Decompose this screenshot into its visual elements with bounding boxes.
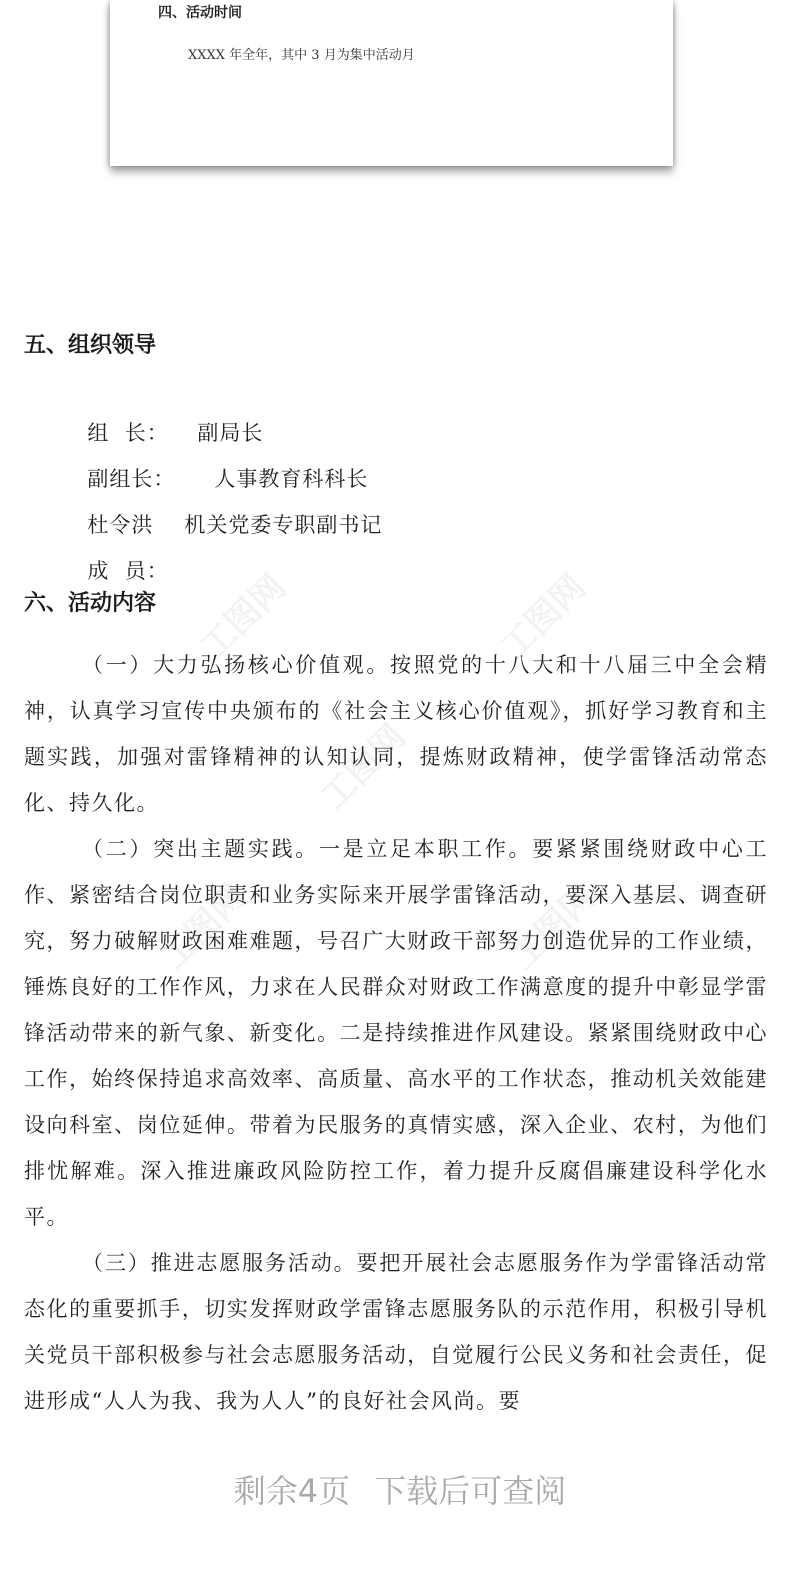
activity-paragraph-2: （二）突出主题实践。一是立足本职工作。要紧紧围绕财政中心工作、紧密结合岗位职责和业务实际来开展学雷锋活动，要深入基层、调查研究，努力破解财政困难难题，号召广大财政干部努力创造优异的工作业绩，锤炼良好的工作作风，力求在人民群众对财政工作满意度的提升中彰显学雷锋活动带来的新气象、新变化。二是持续推进作风建设。紧紧围绕财政中心工作，始终保持追求高效率、高质量、高水平的工作状态，推动机关效能建设向科室、岗位延伸。带着为民服务的真情实感，深入企业、农村，为他们排忧解难。深入推进廉政风险防控工作，着力提升反腐倡廉建设科学化水平。 <box>24 837 768 1229</box>
preview-heading: 四、活动时间 <box>158 5 242 21</box>
watermark: 工图网 <box>503 876 604 978</box>
watermark: 工图网 <box>193 566 294 668</box>
leader-row <box>72 531 169 585</box>
section-title-activities: 六、活动内容 <box>24 591 157 616</box>
watermark: 工图网 <box>153 876 254 978</box>
watermark: 工图网 <box>313 716 414 818</box>
watermark: 工图网 <box>493 566 594 668</box>
previous-page-preview <box>110 0 673 166</box>
activity-paragraph-3: （三）推进志愿服务活动。要把开展社会志愿服务作为学雷锋活动常态化的重要抓手，切实发挥财政学雷锋志愿服务队的示范作用，积极引导机关党员干部积极参与社会志愿服务活动，自觉履行公民义务和社会责任，促进形成“人人为我、我为人人”的良好社会风尚。要 <box>24 1251 768 1413</box>
leader-name: 机关党委专职副书记 <box>184 513 383 537</box>
download-to-read-label: 下载后可查阅 <box>374 1472 567 1510</box>
leader-role: 杜令洪 <box>87 513 154 537</box>
remaining-pages-label: 剩余4页 <box>233 1472 351 1510</box>
preview-line: XXXX 年全年，其中 3 月为集中活动月 <box>188 48 415 63</box>
leader-name: 人事教育科科长 <box>214 467 369 491</box>
leader-role: 组 长： <box>87 421 169 445</box>
leader-role: 副组长： <box>87 467 176 491</box>
leader-role: 成 员： <box>87 559 169 583</box>
activity-paragraph-1: （一）大力弘扬核心价值观。按照党的十八大和十八届三中全会精神，认真学习宣传中央颁布的《社会主义核心价值观》，抓好学习教育和主题实践，加强对雷锋精神的认知认同，提炼财政精神，使学雷锋活动常态化、持久化。 <box>24 653 768 815</box>
section-title-organization: 五、组织领导 <box>24 333 157 358</box>
leader-name: 副局长 <box>197 421 264 445</box>
download-prompt[interactable] <box>0 1466 800 1512</box>
